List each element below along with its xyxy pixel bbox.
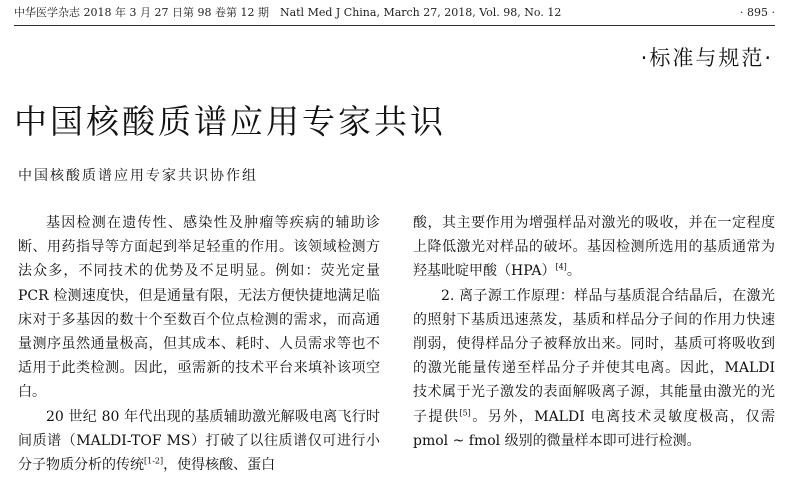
left-paragraph-2-continued: ，使得核酸、蛋白: [163, 457, 276, 474]
citation-ref[interactable]: [1-2]: [144, 456, 164, 466]
right-paragraph-1: [413, 211, 775, 284]
body-column-right: [413, 211, 775, 453]
left-paragraph-2-text: 20 世纪 80 年代出现的基质辅助激光解吸电离飞行时间质谱（MALDI-TOF MS）打破了以往质谱仅可进行小分子物质分析的传统: [18, 408, 380, 474]
right-paragraph-1-text: 酸，其主要作用为增强样品对激光的吸收，并在一定程度上降低激光对样品的破坏。基因检测所选用的基质通常为羟基吡啶甲酸（HPA）: [413, 215, 775, 280]
article-title: 中国核酸质谱应用专家共识: [14, 102, 446, 141]
citation-ref[interactable]: [4]: [555, 262, 567, 272]
section-label: ·标准与规范·: [640, 46, 773, 70]
left-paragraph-1: 基因检测在遗传性、感染性及肿瘤等疾病的辅助诊断、用药指导等方面起到举足轻重的作用。该领域检测方法众多，不同技术的优势及不足明显。例如：荧光定量 PCR 检测速度快，但是通量有限，无法方便快捷地满足临床对于多基因的数十个至数百个位点检测的需求，而高通量测序虽然通量极高，但其成本、耗时、人员需求等也不适用于此类检测。因此，亟需新的技术平台来填补该项空白。: [18, 215, 380, 401]
header-divider: [14, 25, 775, 26]
right-paragraph-2: [413, 284, 775, 453]
citation-ref[interactable]: [5]: [459, 407, 471, 417]
body-column-left: [18, 211, 380, 477]
right-paragraph-2-text: 2. 离子源工作原理：样品与基质混合结晶后，在激光的照射下基质迅速蒸发，基质和样品分子间的作用力快速削弱，使得样品分子被释放出来。同时，基质可将吸收到的激光能量传递至样品分子并使其电离。因此，MALDI 技术属于光子激发的表面解吸离子源，其能量由激光的光子提供: [413, 287, 775, 425]
author-byline: 中国核酸质谱应用专家共识协作组: [18, 168, 258, 184]
journal-citation: 中华医学杂志 2018 年 3 月 27 日第 98 卷第 12 期 Natl Med J China, March 27, 2018, Vol. 98, No. 12: [14, 6, 562, 19]
left-paragraph-2: [18, 405, 380, 478]
page-number: · 895 ·: [740, 6, 775, 19]
right-paragraph-1-end: 。: [566, 263, 581, 280]
running-header: [14, 4, 775, 22]
right-paragraph-2-continued: 。另外，MALDI 电离技术灵敏度极高，仅需 pmol ~ fmol 级别的微量样本即可进行检测。: [413, 408, 776, 449]
